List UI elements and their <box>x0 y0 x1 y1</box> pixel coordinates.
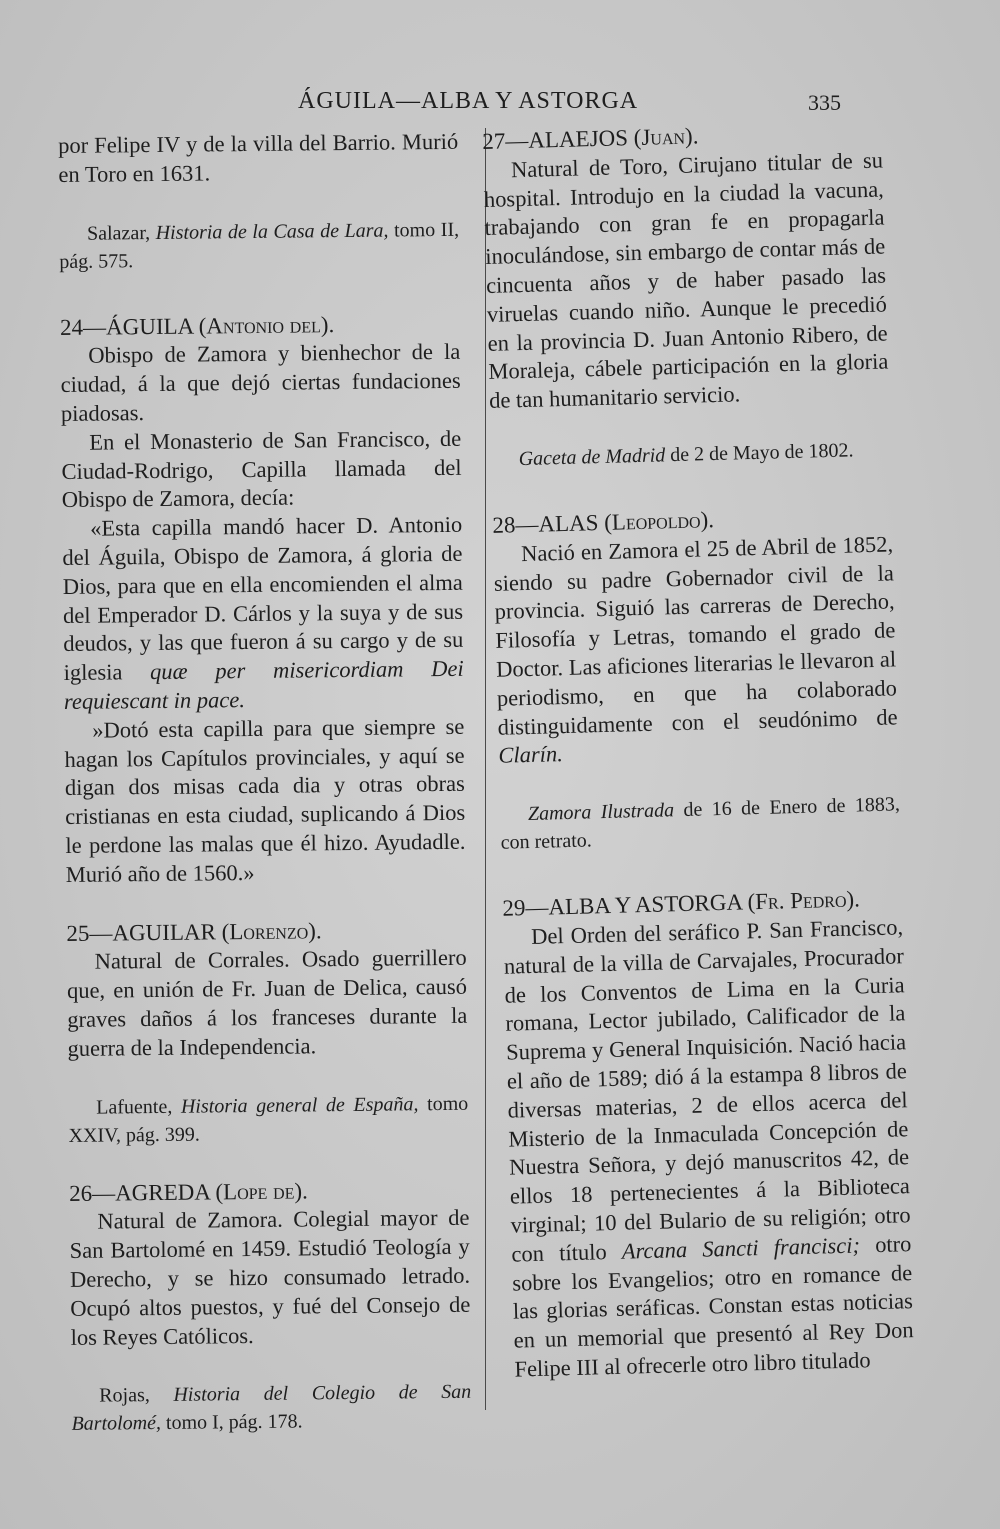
entry-number: 24—ÁGUILA <box>59 313 194 340</box>
entry-name: (Leopoldo). <box>603 507 715 535</box>
source-details: tomo I, pág. 178. <box>160 1410 303 1435</box>
entry-paragraph: Natural de Corrales. Osado guerrillero que, en unión de Fr. Juan de Delica, causó graves daños á los franceses durante la guerra de la Independencia. <box>66 945 468 1061</box>
entry-number: 28—ALAS <box>492 510 599 538</box>
entry-number: 26—AGREDA <box>68 1178 210 1206</box>
continuation-text: por Felipe IV y de la villa del Barrio. Murió en Toro en 1631. <box>58 128 459 187</box>
column-divider <box>485 128 486 1410</box>
source-citation <box>68 1089 469 1149</box>
latin-phrase: quæ per misericordiam Dei requiescant in pace. <box>63 655 464 714</box>
page-number: 335 <box>808 90 841 115</box>
entry-quote <box>62 511 464 717</box>
work-title: Arcana Sancti francisci; <box>621 1232 861 1264</box>
source-author: Lafuente, <box>96 1095 182 1119</box>
source-details: tomo II, pág. 575. <box>59 218 460 273</box>
entry-name: (Juan). <box>633 123 699 151</box>
entry-heading <box>66 915 466 948</box>
entry-heading <box>60 309 460 342</box>
source-title: Zamora Ilustrada <box>527 799 675 826</box>
entry-name: (Fr. Pedro). <box>747 886 861 915</box>
pseudonym: Clarín. <box>498 741 564 769</box>
right-column <box>482 118 915 1385</box>
entry-paragraph: Natural de Toro, Cirujano titular de su hospital. Introdujo en la ciudad la vacuna, trabajando con gran fe en propagarla inoculándose, sin embargo de contar más de cincuenta años y de haber pasado las viruelas cuando niño. Aunque le precedió en la provincia D. Juan Antonio Ribero, de Moraleja, cábele participación en la gloria de tan humanitario servicio. <box>483 147 889 414</box>
entry-number: 29—ALBA Y ASTORGA <box>502 889 743 921</box>
entry-paragraph: Natural de Zamora. Colegial mayor de San Bartolomé en 1459. Estudió Teología y Derecho, y se hizo consumado letrado. Ocupó altos puestos, y fué del Consejo de los Reyes Católicos. <box>69 1205 471 1350</box>
source-author: Rojas, <box>99 1384 174 1407</box>
source-details: de 2 de Mayo de 1802. <box>664 439 854 467</box>
quote-text: «Esta capilla mandó hacer D. Antonio del Águila, Obispo de Zamora, á gloria de Dios, para que en ella encomienden el alma del Emperador D. Cárlos y la suya y de sus deudos, y las que fueron á su cargo y de su iglesia <box>62 511 464 686</box>
running-title: ÁGUILA—ALBA Y ASTORGA <box>298 88 639 114</box>
entry-name: (Antonio del). <box>198 311 335 339</box>
entry-paragraph <box>503 913 915 1384</box>
source-title: Gaceta de Madrid <box>518 444 666 471</box>
source-title: Historia del Colegio de San Bartolomé, <box>71 1381 472 1436</box>
entry-name: (Lorenzo). <box>221 917 322 944</box>
entry-paragraph: »Dotó esta capilla para que siempre se hagan los Capítulos provinciales, y aquí se digan dos misas cada dia y otras obras cristianas en esta ciudad, suplicando á Dios le perdone las malas que él hizo. Ayudadle. Murió año de 1560.» <box>64 713 466 887</box>
source-title: Historia general de España, <box>180 1092 419 1118</box>
entry-paragraph: En el Monasterio de San Francisco, de Ciudad-Rodrigo, Capilla llamada del Obispo de Zamora, decía: <box>61 425 462 513</box>
source-details: tomo XXIV, pág. 399. <box>68 1092 469 1147</box>
entry-paragraph <box>493 530 899 771</box>
entry-heading <box>69 1175 469 1208</box>
left-column <box>58 128 472 1438</box>
entry-number: 27—ALAEJOS <box>482 125 629 154</box>
entry-text: Del Orden del seráfico P. San Francisco, natural de la villa de Carvajales, Procurador de los Conventos de Lima en la Curia romana, Lector jubilado, Calificador de la Suprema y General Inquisición. Nació hacia el año de 1589; dió á la estampa 8 libros de diversas materias, 2 de ellos acerca del Misterio de la Inmaculada Concepción de Nuestra Señora, y dejó manuscritos 42, de ellos 18 pertenecientes á la Biblioteca virginal; 10 del Bulario de su religión; otro con título <box>503 914 911 1267</box>
entry-text: Nació en Zamora el 25 de Abril de 1852, siendo su padre Gobernador civil de la provincia. Siguió las carreras de Derecho, Filosofía y Letras, tomando el grado de Doctor. Las aficiones literarias le llevaron al periodismo, en que ha colaborado distinguidamente con el seudónimo de <box>493 531 898 740</box>
entry-name: (Lope de). <box>215 1177 308 1204</box>
source-title: Historia de la Casa de Lara, <box>155 219 389 244</box>
source-citation <box>59 215 460 275</box>
entry-number: 25—AGUILAR <box>66 918 217 946</box>
source-citation <box>71 1378 472 1438</box>
source-details: de 16 de Enero de 1883, con retrato. <box>500 793 901 854</box>
source-citation <box>500 790 901 856</box>
entry-paragraph: Obispo de Zamora y bienhechor de la ciudad, á la que dejó ciertas fundaciones piadosas. <box>60 339 461 426</box>
source-author: Salazar, <box>86 221 156 245</box>
entry-text: otro sobre los Evangelios; otro en romance de las glorias seráficas. Constan estas noticias en un memorial que presentó al Rey Don Felipe III al ofrecerle otro libro titulado <box>511 1230 914 1382</box>
